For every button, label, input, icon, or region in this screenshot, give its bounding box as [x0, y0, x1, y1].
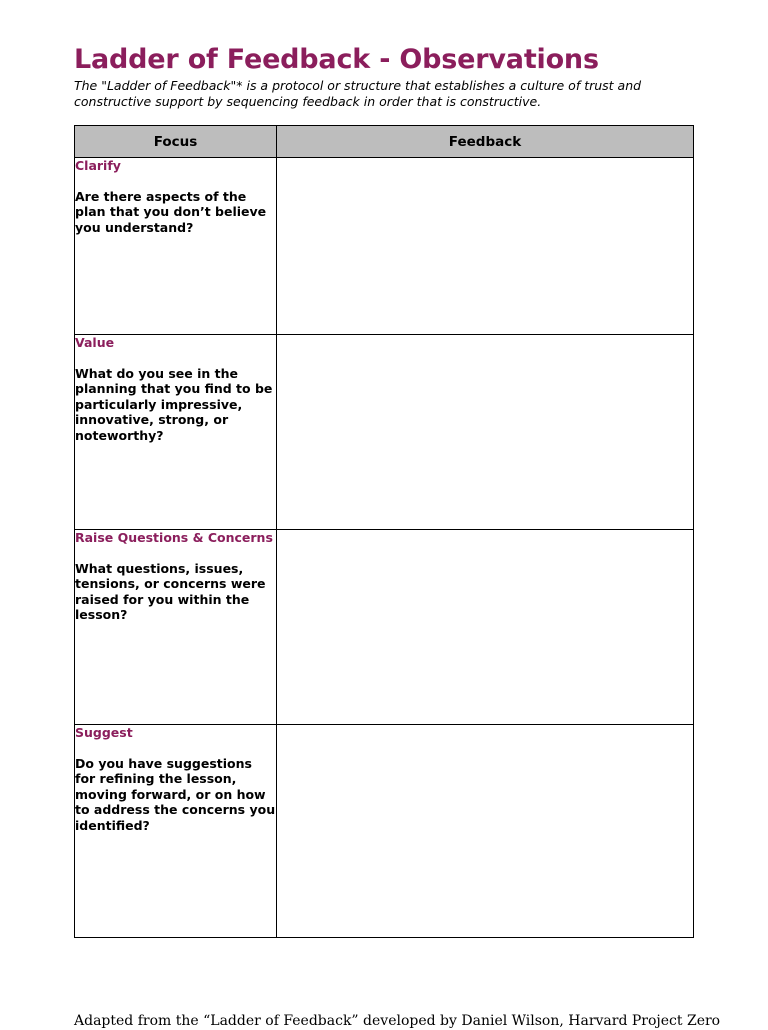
category-label: Value: [75, 335, 115, 350]
focus-cell: [75, 158, 277, 335]
prompt-text: What do you see in the planning that you find to be particularly impressive, innovative, strong, or noteworthy?: [75, 365, 273, 443]
feedback-column-header: Feedback: [277, 126, 694, 158]
prompt-text: Do you have suggestions for refining the lesson, moving forward, or on how to address the concerns you identified?: [75, 755, 276, 833]
focus-column-header: Focus: [75, 126, 277, 158]
intro-text: The "Ladder of Feedback"* is a protocol or structure that establishes a culture of trust and constructive support by sequencing feedback in order that is constructive.: [74, 78, 642, 109]
table-row-clarify: [75, 158, 694, 335]
prompt-text: Are there aspects of the plan that you don’t believe you understand?: [75, 188, 267, 235]
category-label: Raise Questions & Concerns: [75, 530, 273, 545]
table-row-value: [75, 335, 694, 530]
prompt-text: What questions, issues, tensions, or concerns were raised for you within the lesson?: [75, 560, 266, 622]
table-row-raise-questions: [75, 530, 694, 725]
table-row-suggest: [75, 725, 694, 938]
focus-cell: [75, 335, 277, 530]
focus-cell: [75, 530, 277, 725]
table-header-row: [75, 126, 694, 158]
footer-credit: Adapted from the “Ladder of Feedback” developed by Daniel Wilson, Harvard Project Zero: [74, 1013, 721, 1029]
feedback-cell[interactable]: [277, 335, 694, 530]
feedback-cell[interactable]: [277, 530, 694, 725]
category-label: Clarify: [75, 158, 121, 173]
category-label: Suggest: [75, 725, 133, 740]
document-title: Ladder of Feedback - Observations: [74, 44, 599, 75]
feedback-table: [74, 125, 694, 938]
feedback-cell[interactable]: [277, 725, 694, 938]
feedback-cell[interactable]: [277, 158, 694, 335]
focus-cell: [75, 725, 277, 938]
